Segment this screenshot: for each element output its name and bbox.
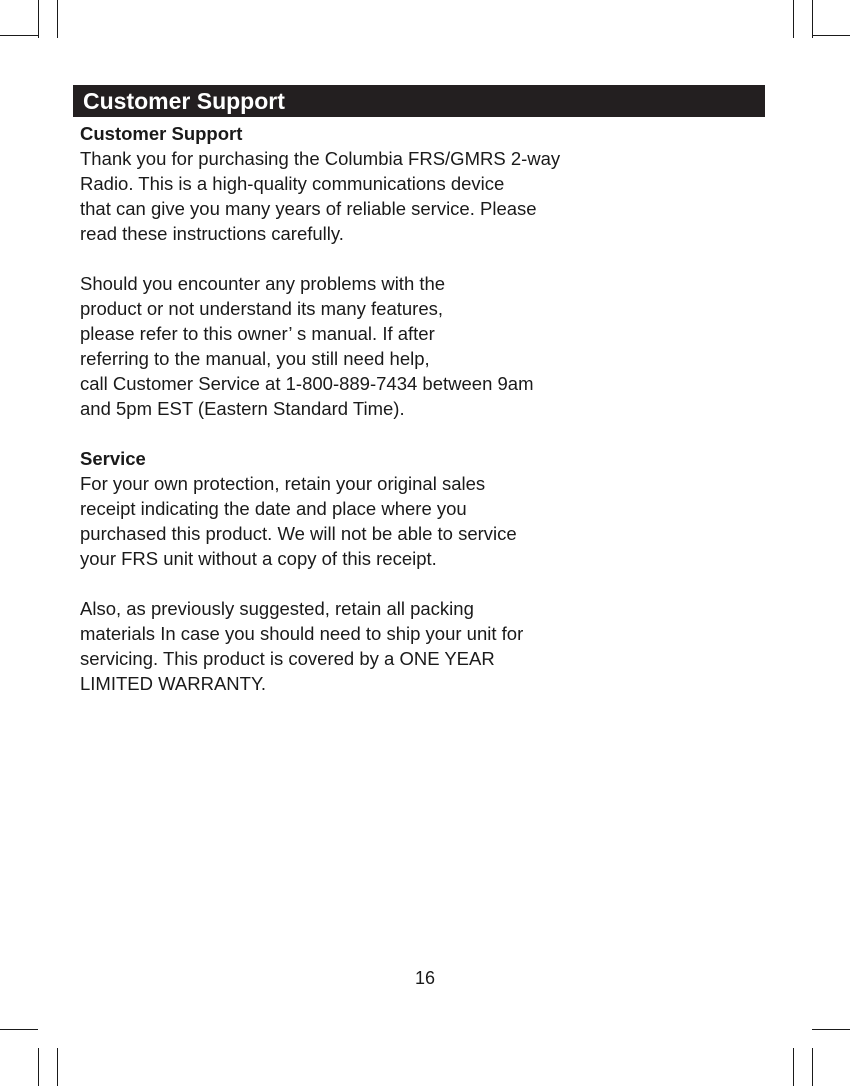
section-banner bbox=[73, 85, 765, 117]
text-line: referring to the manual, you still need help, bbox=[80, 348, 430, 369]
text-line: call Customer Service at 1-800-889-7434 between 9am bbox=[80, 373, 534, 394]
page-content bbox=[80, 121, 700, 696]
crop-mark bbox=[812, 1048, 813, 1086]
text-line: receipt indicating the date and place where you bbox=[80, 498, 467, 519]
text-line: read these instructions carefully. bbox=[80, 223, 344, 244]
text-line: servicing. This product is covered by a ONE YEAR bbox=[80, 648, 495, 669]
text-line: LIMITED WARRANTY. bbox=[80, 673, 267, 694]
service-heading: Service bbox=[80, 448, 146, 469]
crop-mark bbox=[0, 1029, 38, 1030]
crop-mark bbox=[0, 35, 38, 36]
banner-title: Customer Support bbox=[83, 88, 285, 114]
text-line: your FRS unit without a copy of this receipt. bbox=[80, 548, 437, 569]
text-line: Should you encounter any problems with the bbox=[80, 273, 446, 294]
crop-mark bbox=[812, 0, 813, 38]
text-line: please refer to this owner’ s manual. If after bbox=[80, 323, 435, 344]
crop-mark bbox=[38, 1048, 39, 1086]
text-line: Thank you for purchasing the Columbia FRS/GMRS 2-way bbox=[80, 148, 561, 169]
crop-mark bbox=[38, 0, 39, 38]
text-line: Radio. This is a high-quality communications device bbox=[80, 173, 505, 194]
text-line: purchased this product. We will not be able to service bbox=[80, 523, 517, 544]
text-line: materials In case you should need to ship your unit for bbox=[80, 623, 524, 644]
crop-mark bbox=[812, 1029, 850, 1030]
page-number: 16 bbox=[414, 968, 436, 988]
crop-mark bbox=[793, 0, 794, 38]
crop-mark bbox=[57, 0, 58, 38]
crop-mark bbox=[793, 1048, 794, 1086]
crop-mark bbox=[812, 35, 850, 36]
text-line: that can give you many years of reliable service. Please bbox=[80, 198, 537, 219]
text-line: product or not understand its many features, bbox=[80, 298, 444, 319]
crop-mark bbox=[57, 1048, 58, 1086]
text-line: and 5pm EST (Eastern Standard Time). bbox=[80, 398, 405, 419]
text-line: Also, as previously suggested, retain all packing bbox=[80, 598, 474, 619]
customer-support-heading: Customer Support bbox=[80, 123, 243, 144]
text-line: For your own protection, retain your original sales bbox=[80, 473, 486, 494]
